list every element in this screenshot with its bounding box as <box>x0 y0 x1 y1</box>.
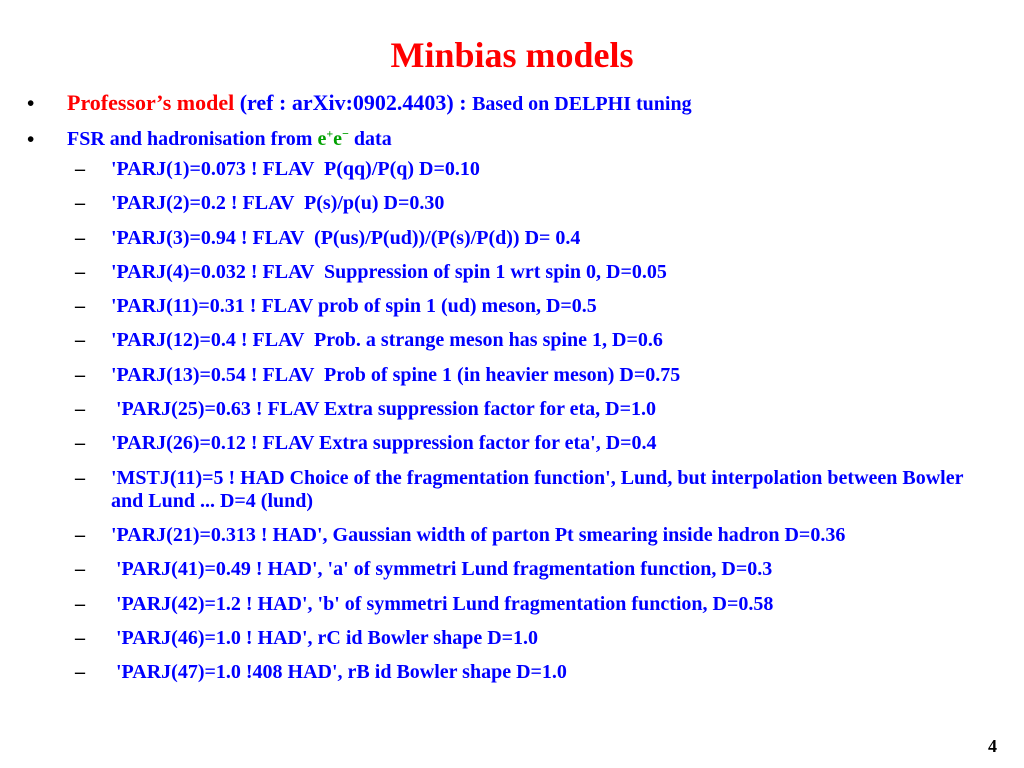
dash-bullet-icon: – <box>75 329 85 352</box>
model-note: Based on DELPHI tuning <box>472 93 692 115</box>
parameter-item <box>75 593 995 616</box>
dash-bullet-icon: – <box>75 432 85 455</box>
bullet-text <box>67 127 392 151</box>
bullet-text <box>67 91 692 116</box>
dash-bullet-icon: – <box>75 523 85 546</box>
parameter-item <box>75 432 995 455</box>
parameter-item <box>75 558 995 581</box>
dash-bullet-icon: – <box>75 363 85 386</box>
parameter-item <box>75 261 995 284</box>
parameter-item <box>75 398 995 421</box>
electron-label: e+e− <box>317 126 349 150</box>
bullet-dot-icon: • <box>27 127 35 151</box>
parameter-list <box>75 158 995 695</box>
fsr-suffix: data <box>348 128 392 150</box>
dash-bullet-icon: – <box>75 260 85 283</box>
parameter-item <box>75 192 995 215</box>
dash-bullet-icon: – <box>75 192 85 215</box>
parameter-text: 'PARJ(47)=1.0 !408 HAD', rB id Bowler shape D=1.0 <box>111 661 567 684</box>
parameter-text: 'PARJ(21)=0.313 ! HAD', Gaussian width of parton Pt smearing inside hadron D=0.36 <box>111 523 846 546</box>
parameter-text: 'PARJ(3)=0.94 ! FLAV (P(us)/P(ud))/(P(s)/P(d)) D= 0.4 <box>111 226 581 249</box>
parameter-item <box>75 524 995 547</box>
dash-bullet-icon: – <box>75 295 85 318</box>
model-name: Professor’s model <box>67 90 235 115</box>
parameter-item <box>75 158 995 181</box>
bullet-dot-icon: • <box>27 91 35 115</box>
parameter-item <box>75 627 995 650</box>
fsr-prefix: FSR and hadronisation from <box>67 128 318 150</box>
parameter-text: 'PARJ(26)=0.12 ! FLAV Extra suppression factor for eta', D=0.4 <box>111 432 657 455</box>
dash-bullet-icon: – <box>75 226 85 249</box>
parameter-item <box>75 364 995 387</box>
parameter-text: 'PARJ(41)=0.49 ! HAD', 'a' of symmetri Lund fragmentation function, D=0.3 <box>111 558 773 581</box>
dash-bullet-icon: – <box>75 592 85 615</box>
parameter-text: 'PARJ(2)=0.2 ! FLAV P(s)/p(u) D=0.30 <box>111 192 445 215</box>
dash-bullet-icon: – <box>75 626 85 649</box>
parameter-text: 'PARJ(25)=0.63 ! FLAV Extra suppression factor for eta, D=1.0 <box>111 398 656 421</box>
dash-bullet-icon: – <box>75 398 85 421</box>
parameter-text: 'PARJ(42)=1.2 ! HAD', 'b' of symmetri Lund fragmentation function, D=0.58 <box>111 592 774 615</box>
parameter-text: 'PARJ(1)=0.073 ! FLAV P(qq)/P(q) D=0.10 <box>111 158 480 180</box>
dash-bullet-icon: – <box>75 158 85 180</box>
dash-bullet-icon: – <box>75 558 85 581</box>
parameter-text: 'PARJ(46)=1.0 ! HAD', rC id Bowler shape D=1.0 <box>111 626 539 649</box>
page-number: 4 <box>988 736 997 756</box>
parameter-text: 'PARJ(11)=0.31 ! FLAV prob of spin 1 (ud) meson, D=0.5 <box>111 295 597 318</box>
parameter-item <box>75 295 995 318</box>
parameter-item <box>75 227 995 250</box>
model-reference: (ref : arXiv:0902.4403) : <box>234 90 473 115</box>
dash-bullet-icon: – <box>75 661 85 684</box>
parameter-text: 'MSTJ(11)=5 ! HAD Choice of the fragmentation function', Lund, but interpolation between Bowler and Lund ... D=4 (lund) <box>111 466 969 512</box>
parameter-item <box>75 467 995 513</box>
parameter-item <box>75 329 995 352</box>
parameter-item <box>75 661 995 684</box>
parameter-text: 'PARJ(4)=0.032 ! FLAV Suppression of spin 1 wrt spin 0, D=0.05 <box>111 260 667 283</box>
dash-bullet-icon: – <box>75 466 85 489</box>
parameter-text: 'PARJ(12)=0.4 ! FLAV Prob. a strange meson has spine 1, D=0.6 <box>111 329 663 352</box>
parameter-text: 'PARJ(13)=0.54 ! FLAV Prob of spine 1 (in heavier meson) D=0.75 <box>111 363 681 386</box>
slide-title: Minbias models <box>390 35 634 75</box>
